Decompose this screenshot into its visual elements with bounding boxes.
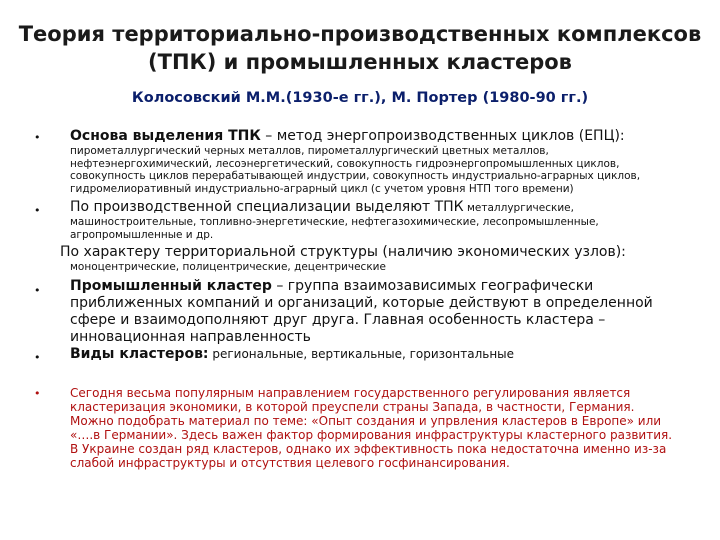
territorial-types: моноцентрические, полицентрические, децентрические <box>70 261 386 273</box>
bullet-5-line: Можно подобрать материал по теме: «Опыт создания и упрвления кластеров в Европе» или <box>70 414 662 428</box>
bullet-1-line: пирометаллургический черных металлов, пирометаллургический цветных металлов, <box>70 145 549 157</box>
bullet-2-line: машиностроительные, топливно-энергетические, нефтегазохимические, лесопромышленные, <box>70 216 599 228</box>
bullet-3-line: приближенных компаний и организаций, которые действуют в определенной <box>70 295 653 311</box>
bullet-1-line: нефтеэнергохимический, лесоэнергетический, совокупность гидроэнергопромышленных циклов, <box>70 157 620 170</box>
bullet-2-small-tail: металлургические, <box>463 202 574 214</box>
bullet-3-line: сфере и взаимодополняют друг друга. Главная особенность кластера – <box>70 312 606 328</box>
bullet-1-lead <box>70 128 710 145</box>
bullet-5-line: В Украине создан ряд кластеров, однако их эффективность пока недостаточна именно из-за <box>70 442 667 456</box>
bullet-marker-3: • <box>34 284 41 297</box>
bullet-4-lead <box>70 346 710 363</box>
bullet-marker-1: • <box>34 131 41 144</box>
bullet-2-line: агропромышленные и др. <box>70 228 214 241</box>
bullet-3-line-1 <box>70 278 710 295</box>
bullet-5-line: кластеризация экономики, в которой преуспели страны Запада, в частности, Германия. <box>70 400 635 414</box>
bullet-1-line: гидромелиоративный индустриально-аграрный цикл (с учетом уровня НТП того времени) <box>70 182 574 195</box>
bullet-1-bold: Основа выделения ТПК <box>70 128 261 144</box>
territorial-lead: По характеру территориальной структуры (наличию экономических узлов): <box>60 244 626 260</box>
bullet-marker-5: • <box>34 387 41 400</box>
bullet-marker-2: • <box>34 204 41 217</box>
bullet-4-bold: Виды кластеров: <box>70 346 209 362</box>
slide-subtitle: Колосовский М.М.(1930-е гг.), М. Портер (1980-90 гг.) <box>131 90 589 106</box>
bullet-4 <box>70 346 710 363</box>
bullet-4-rest: региональные, вертикальные, горизонтальные <box>208 347 515 361</box>
bullet-1-line: совокупность циклов перерабатывающей индустрии, совокупность индустриально-аграрных циклов, <box>70 170 641 182</box>
bullet-2-text: По производственной специализации выделяют ТПК <box>70 199 464 215</box>
bullet-1 <box>70 128 710 195</box>
bullet-3-bold: Промышленный кластер <box>70 278 272 294</box>
bullet-5 <box>70 386 710 470</box>
bullet-2 <box>70 199 710 241</box>
bullet-marker-4: • <box>34 351 41 364</box>
title-line-2: (ТПК) и промышленных кластеров <box>148 50 572 74</box>
bullet-2-lead <box>70 199 710 216</box>
bullet-3-rest: – группа взаимозависимых географически <box>271 278 594 294</box>
territorial-structure <box>60 244 710 274</box>
bullet-5-line: Сегодня весьма популярным направлением государственного регулирования является <box>70 386 631 400</box>
bullet-3-line: инновационная направленность <box>70 329 311 345</box>
slide-title <box>0 20 720 76</box>
bullet-5-line: «….в Германии». Здесь важен фактор формирования инфраструктуры кластерного развития. <box>70 428 673 442</box>
bullet-3 <box>70 278 710 346</box>
title-line-1: Теория территориально-производственных комплексов <box>18 22 702 46</box>
bullet-1-rest: – метод энергопроизводственных циклов (ЕПЦ): <box>260 128 625 144</box>
bullet-5-line: слабой инфраструктуры и отсутствия целевого госфинансирования. <box>70 456 510 470</box>
